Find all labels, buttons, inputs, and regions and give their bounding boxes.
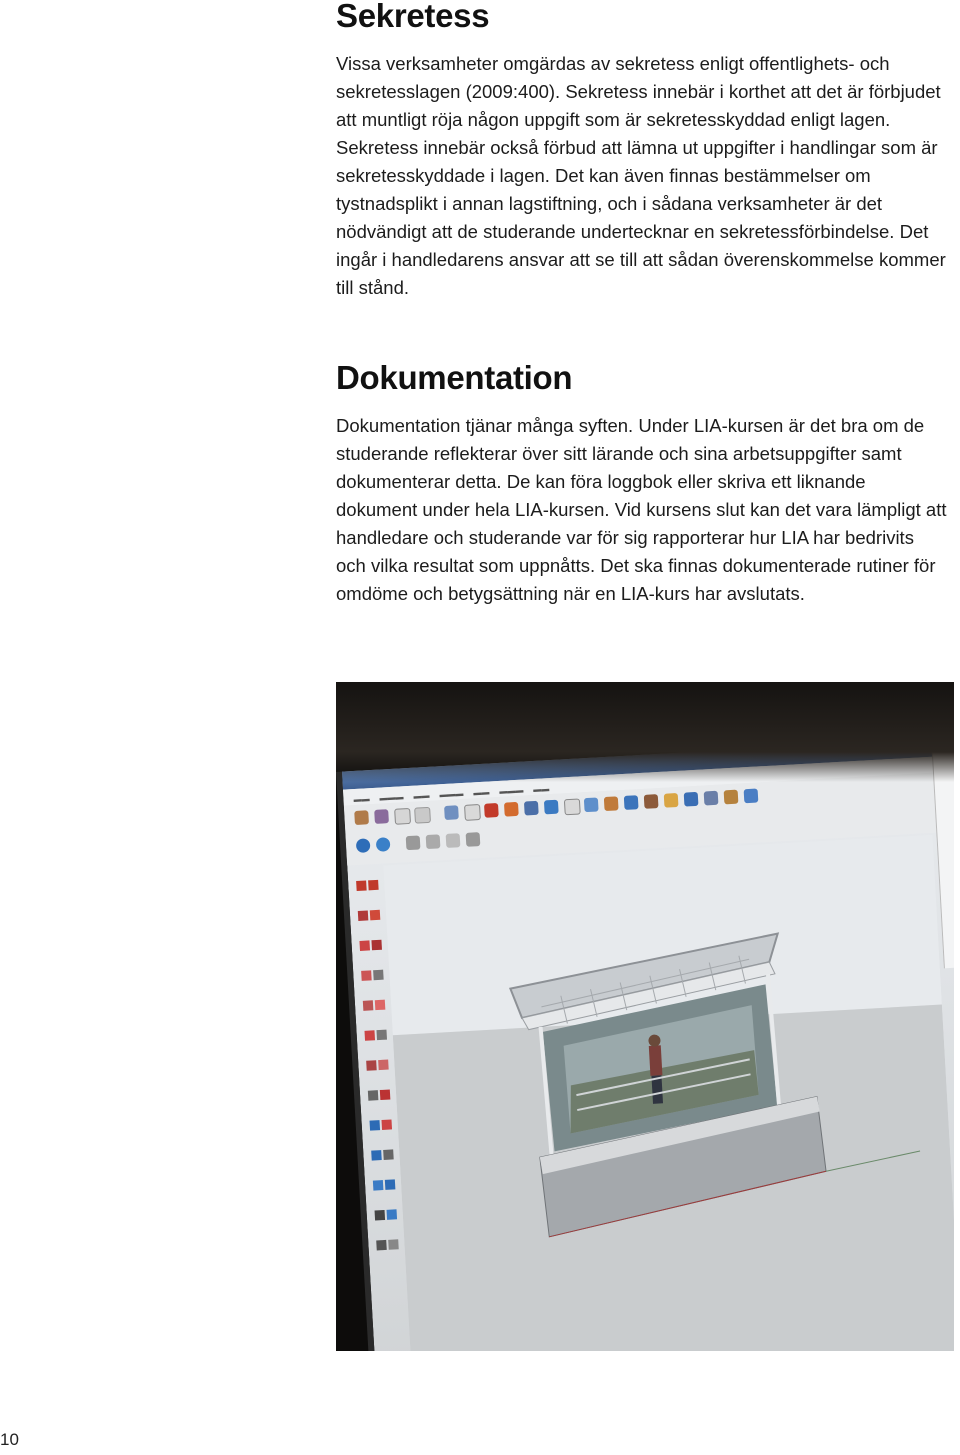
monitor-screen	[336, 728, 954, 1351]
section-heading: Sekretess	[336, 0, 490, 34]
model-canvas	[383, 835, 954, 1351]
section-sekretess	[336, 0, 948, 302]
section-heading: Dokumentation	[336, 359, 573, 396]
section-dokumentation	[336, 358, 948, 608]
section-body: Vissa verksamheter omgärdas av sekretess enligt offentlighets- och sekretesslagen (2009:400). Sekretess innebär i korthet att det är förbjudet att muntligt röja någon uppgift som är sekretesskyddad enligt lagen. Sekretess innebär också förbud att lämna ut uppgifter i handlingar som är sekretesskyddade i lagen. Det kan även finnas bestämmelser om tystnadsplikt i annan lagstiftning, och i sådana verksamheter är det nödvändigt att de studerande undertecknar en sekretessförbindelse. Det ingår i handledarens ansvar att se till att sådan överenskommelse kommer till stånd.	[336, 53, 946, 298]
menu-bar: ▬▬ ▬▬▬ ▬▬ ▬▬▬ ▬▬ ▬▬▬ ▬▬	[343, 746, 954, 806]
photo-dark-top	[336, 682, 954, 782]
section-body: Dokumentation tjänar många syften. Under LIA-kursen är det bra om de studerande reflekterar över sitt lärande och sina arbetsuppgifter samt dokumenterar detta. De kan föra loggbok eller skriva ett liknande dokument under hela LIA-kursen. Vid kursens slut kan det vara lämpligt att handledare och studerande var för sig rapporterar hur LIA har bedrivits och vilka resultat som uppnåtts. Det ska finnas dokumenterade rutiner för omdöme och betygsättning när en LIA-kurs har avslutats.	[336, 415, 947, 604]
page-number: 10	[0, 1430, 19, 1449]
photo-sketchup-screen	[336, 682, 954, 1351]
